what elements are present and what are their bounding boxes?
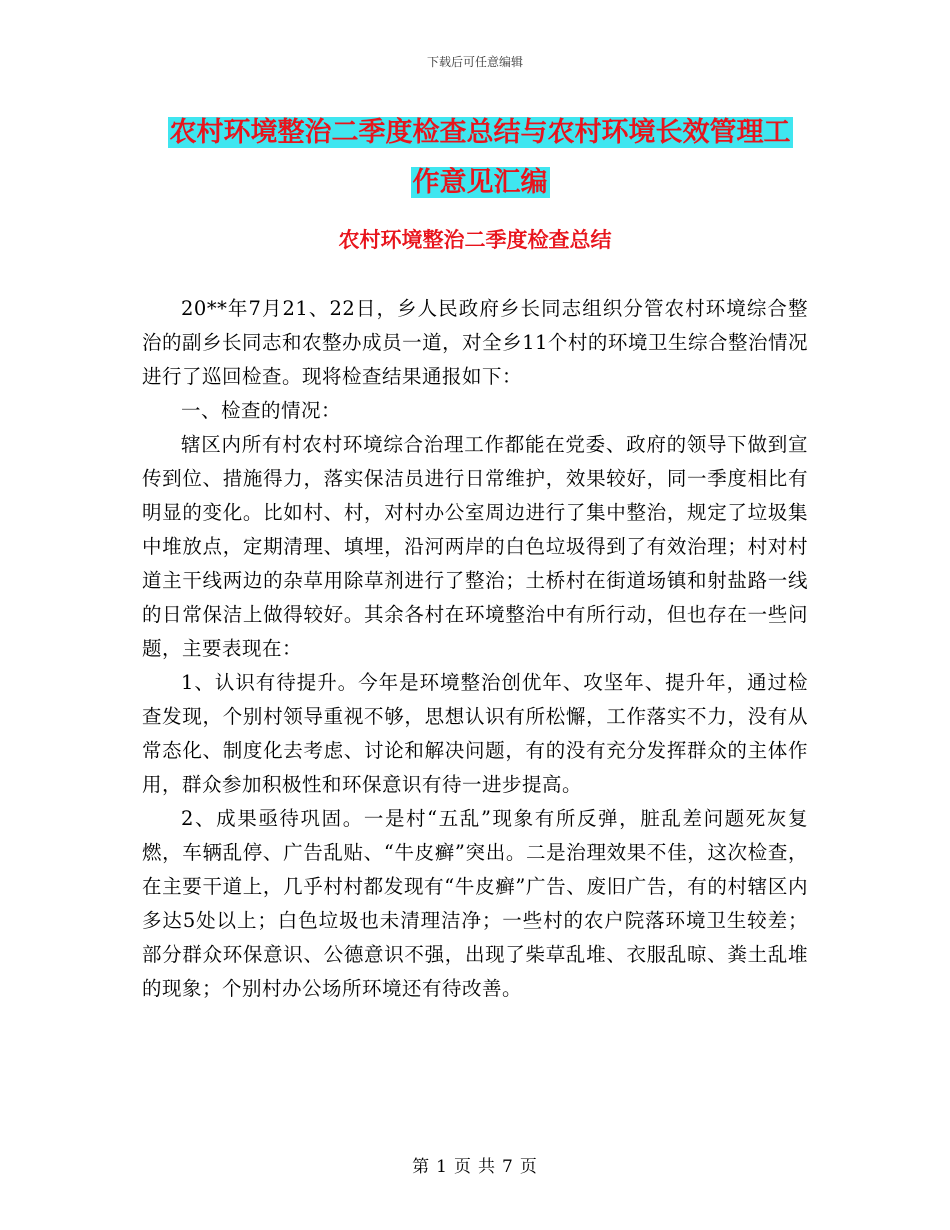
paragraph: 一、检查的情况： <box>181 399 342 422</box>
title-line-1: 农村环境整治二季度检查总结与农村环境长效管理工 <box>169 117 791 148</box>
paragraph: 1、认识有待提升。今年是环境整治创优年、攻坚年、提升年，通过检查发现，个别村领导重视不够，思想认识有所松懈，工作落实不力，没有从常态化、制度化去考虑、讨论和解决问题，有的没有充分发挥群众的主体作用，群众参加积极性和环保意识有待一进步提高。 <box>142 671 808 796</box>
footer-mid1: 页 <box>454 1157 472 1177</box>
paragraph: 2、成果亟待巩固。一是村“五乱”现象有所反弹，脏乱差问题死灰复燃，车辆乱停、广告乱贴、“牛皮癣”突出。二是治理效果不佳，这次检查，在主要干道上，几乎村村都发现有“牛皮癣”广告、废旧广告，有的村辖区内多达5处以上；白色垃圾也未清理洁净；一些村的农户院落环境卫生较差；部分群众环保意识、公德意识不强，出现了柴草乱堆、衣服乱晾、粪土乱堆的现象；个别村办公场所环境还有待改善。 <box>142 807 808 1000</box>
paragraph: 20**年7月21、22日，乡人民政府乡长同志组织分管农村环境综合整治的副乡长同志和农整办成员一道，对全乡11个村的环境卫生综合整治情况进行了巡回检查。现将检查结果通报如下： <box>142 297 808 388</box>
page-footer <box>0 1152 950 1177</box>
paragraph: 辖区内所有村农村环境综合治理工作都能在党委、政府的领导下做到宣传到位、措施得力，落实保洁员进行日常维护，效果较好，同一季度相比有明显的变化。比如村、村，对村办公室周边进行了集中整治，规定了垃圾集中堆放点，定期清理、填埋，沿河两岸的白色垃圾得到了有效治理；村对村道主干线两边的杂草用除草剂进行了整治；土桥村在街道场镇和射盐路一线的日常保洁上做得较好。其余各村在环境整治中有所行动，但也存在一些问题，主要表现在： <box>142 433 808 660</box>
title-line-2: 作意见汇编 <box>412 167 548 198</box>
footer-mid2: 共 <box>478 1157 496 1177</box>
document-title <box>140 108 820 208</box>
footer-suffix: 页 <box>519 1157 538 1177</box>
page-total: 7 <box>502 1157 514 1177</box>
document-body <box>142 292 808 1006</box>
page-number: 1 <box>436 1157 448 1177</box>
section-title: 农村环境整治二季度检查总结 <box>338 227 612 252</box>
header-note: 下载后可任意编辑 <box>426 55 523 69</box>
footer-prefix: 第 <box>412 1157 431 1177</box>
